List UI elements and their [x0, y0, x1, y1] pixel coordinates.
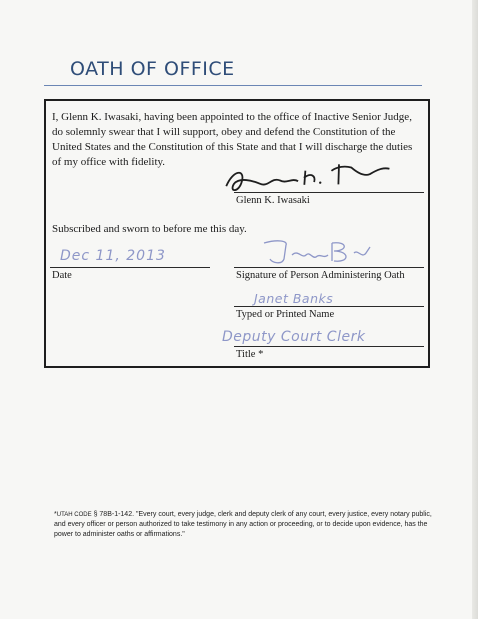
oath-statement: I, Glenn K. Iwasaki, having been appointed to the office of Inactive Senior Judge, do solemnly swear that I will support, obey and defend the Constitution of the United States and the Constitution of this State and that I will discharge the duties of my office with fidelity.: [52, 111, 413, 168]
footnote-citation-section: § 78B-1-142.: [91, 511, 135, 518]
footnote: [54, 510, 434, 540]
sworn-statement: Subscribed and sworn to before me this day.: [52, 223, 247, 235]
administrator-printed-name: Janet Banks: [254, 291, 334, 306]
administrator-signature: [258, 237, 378, 271]
footnote-text: "Every court, every judge, clerk and deputy clerk of any court, every justice, every notary public, and every officer or person authorized to take testimony in any action or proceeding, or to decide upon evidence, has the power to administer oaths or affirmations.": [54, 511, 432, 538]
title-line: [234, 346, 424, 347]
footnote-marker: *: [54, 511, 57, 518]
oath-taker-signature-line: [234, 192, 424, 193]
date-line: [50, 267, 210, 268]
title-label: Title *: [236, 349, 264, 360]
administrator-title-handwritten: Deputy Court Clerk: [222, 329, 366, 345]
footnote-citation-code: UTAH CODE: [56, 512, 92, 518]
date-handwritten: Dec 11, 2013: [60, 248, 166, 264]
administrator-signature-line: [234, 267, 424, 268]
oath-box: [44, 99, 430, 368]
date-label: Date: [52, 270, 72, 281]
page-edge: [472, 0, 478, 619]
printed-name-line: [234, 306, 424, 307]
page-title: OATH OF OFFICE: [70, 58, 235, 80]
oath-taker-name-label: Glenn K. Iwasaki: [236, 195, 310, 206]
printed-name-label: Typed or Printed Name: [236, 309, 335, 320]
administrator-signature-label: Signature of Person Administering Oath: [236, 270, 405, 281]
administrator-signature-scribble: [258, 237, 378, 267]
title-rule: [44, 85, 422, 86]
